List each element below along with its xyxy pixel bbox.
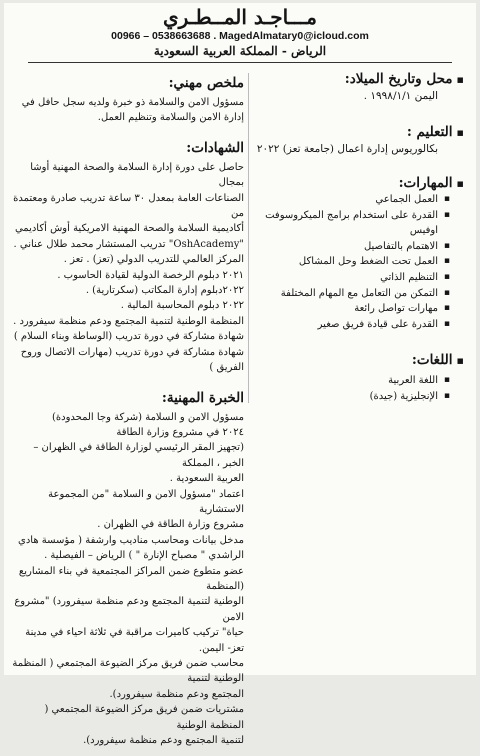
- list-item: ▪ العمل الجماعي: [244, 192, 438, 208]
- certificate-line: ٢٠٢٢ دبلوم المحاسبة المالية .: [120, 300, 244, 312]
- summary-text: مسؤول الامن والسلامة ذو خبرة ولديه سجل حافل في إدارة الامن والسلامة وتنظيم العمل.: [21, 97, 244, 124]
- right-column: [244, 71, 464, 421]
- experience-line: مدخل بيانات ومحاسب مناديب وارشفة ( مؤسسة هادي: [18, 534, 244, 546]
- experience-title: الخبرة المهنية:: [161, 389, 244, 406]
- certificate-line: المركز العالمي للتدريب الدولي (تعز) . تعز .: [63, 254, 244, 266]
- experience-line: مشروع وزارة الطاقة في الظهران .: [97, 519, 244, 531]
- certificate-line: الصناعات العامة بمعدل ٣٠ ساعة تدريب صادرة ومعتمدة من: [13, 192, 244, 220]
- languages-section: [244, 352, 464, 404]
- certificate-line: ٢٠٢٢دبلوم إدارة المكاتب (سكرتارية) .: [85, 285, 244, 297]
- skills-list: [244, 192, 464, 332]
- languages-list: [244, 373, 464, 404]
- list-item: ▪ مهارات تواصل رائعة: [244, 301, 438, 317]
- address-line: الرياض - المملكة العربية السعودية: [153, 44, 327, 58]
- experience-line: محاسب ضمن فريق مركز الضيوعة المجتمعي ( المنظمة الوطنية لتنمية: [12, 658, 244, 685]
- experience-line: العربية السعودية .: [169, 473, 244, 485]
- certificate-line: ٢٠٢١ دبلوم الرخصة الدولية لقيادة الحاسوب .: [57, 269, 244, 281]
- list-item: ▪ الإنجليزية (جيدة): [244, 389, 438, 405]
- experience-line: مسؤول الامن و السلامة (شركة وجا المحدودة): [51, 411, 244, 423]
- education-section: [244, 124, 464, 157]
- list-item: ▪ الاهتمام بالتفاصيل: [244, 239, 438, 255]
- experience-line: الوطنية لتنمية المجتمع ودعم منظمة سيفرورد) "مشروع الامن: [14, 596, 244, 623]
- bullet-icon: ▪: [456, 73, 464, 86]
- education-title: التعليم :: [406, 124, 453, 140]
- list-item: ▪ القدرة على استخدام برامج الميكروسوفت اوفيس: [244, 208, 438, 239]
- skills-title: المهارات:: [398, 175, 453, 191]
- list-item: ▪ القدرة على قيادة فريق صغير: [244, 317, 438, 333]
- experience-line: عضو متطوع ضمن المراكز المجتمعية في بناء المشاريع (المنظمة: [18, 565, 244, 592]
- bullet-icon: ▪: [456, 354, 464, 368]
- experience-line: مشتريات ضمن فريق مركز الضيوعة المجتمعي ( المنظمة الوطنية: [44, 704, 244, 731]
- experience-line: ٢٠٢٤ في مشروع وزارة الطاقة: [116, 426, 244, 438]
- header-divider: [28, 62, 452, 63]
- education-value: بكالوريوس إدارة اعمال (جامعة تعز) ٢٠٢٢: [256, 143, 438, 155]
- certificates-section: [12, 140, 244, 376]
- list-item: ▪ العمل تحت الضغط وحل المشاكل: [244, 254, 438, 270]
- list-item: ▪ اللغة العربية: [244, 373, 438, 389]
- birth-section: [244, 71, 464, 104]
- certificate-line: "OshAcademy" تدريب المستشار محمد طلال عناني .: [13, 238, 244, 250]
- experience-line: المجتمع ودعم منظمة سيفرورد).: [109, 688, 244, 700]
- candidate-name: مـــاجـد المــطـري: [163, 5, 317, 29]
- birth-value: اليمن ١٩٩٨/١/١ .: [363, 90, 438, 102]
- certificate-line: المنظمة الوطنية لتنمية المجتمع ودعم منظمة سيفرورد .: [13, 315, 244, 327]
- contact-line: 00966 – 0538663688 . MagedAlmatary0@icloud.com: [111, 30, 369, 42]
- resume-page: [4, 3, 476, 747]
- experience-line: الراشدي " مصباح الإنارة " ) الرياض – الفيصلية .: [44, 550, 244, 562]
- certificate-line: شهادة مشاركة في دورة تدريب (الوساطة وبناء السلام ): [13, 331, 244, 343]
- certificates-title: الشهادات:: [186, 139, 244, 156]
- experience-section: [12, 390, 244, 749]
- certificate-line: شهادة مشاركة في دورة تدريب (مهارات الاتصال وروح الفريق ): [20, 346, 244, 374]
- summary-title: ملخص مهني:: [168, 75, 244, 91]
- list-item: ▪ التمكن من التعامل مع المهام المختلفة: [244, 286, 438, 302]
- bullet-icon: ▪: [456, 126, 464, 139]
- certificate-line: أكاديمية السلامة والصحة المهنية الامريكية أوش أكاديمي: [14, 223, 244, 235]
- certificate-line: حاصل على دورة إدارة السلامة والصحة المهنية أوشا بمجال: [30, 161, 244, 189]
- experience-line: لتنمية المجتمع ودعم منظمة سيفرورد).: [83, 735, 244, 747]
- birth-title: محل وتاريخ الميلاد:: [344, 71, 453, 87]
- list-item: ▪ التنظيم الذاتي: [244, 270, 438, 286]
- skills-section: [244, 175, 464, 332]
- summary-section: [12, 75, 244, 126]
- left-column: [12, 75, 244, 756]
- bullet-icon: ▪: [456, 177, 464, 190]
- languages-title: اللغات:: [411, 352, 453, 369]
- experience-line: حياة" تركيب كاميرات مراقبة في ثلاثة احياء في مدينة تعز- اليمن.: [25, 627, 244, 654]
- experience-line: اعتماد "مسؤول الامن و السلامة "من المجموعة الاستشارية: [48, 488, 244, 515]
- experience-line: (تجهيز المقر الرئيسي لوزارة الطاقة في الظهران – الخبر ، المملكة: [33, 442, 244, 469]
